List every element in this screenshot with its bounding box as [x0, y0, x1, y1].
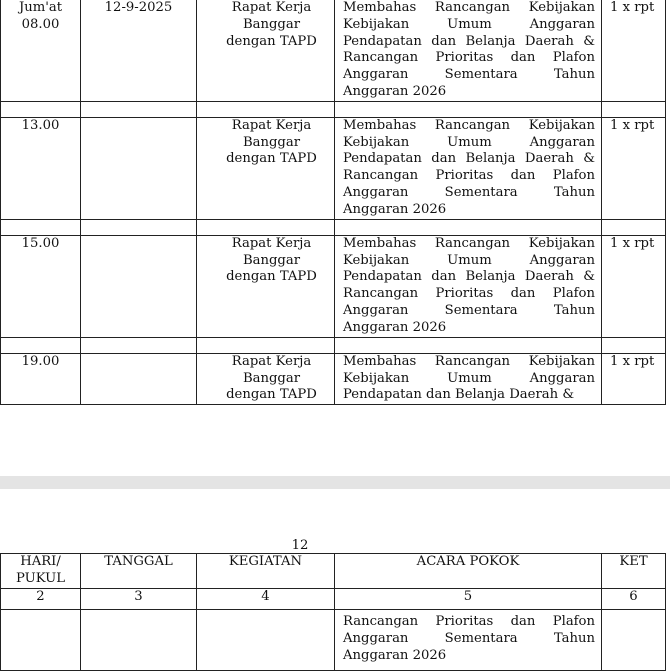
table-row	[1, 117, 666, 219]
tanggal-cell	[81, 117, 197, 219]
table-row	[1, 353, 666, 404]
kegiatan-cell	[197, 610, 335, 671]
hari-pukul-cell: Jum'at 08.00	[1, 0, 81, 101]
hari-pukul-cell	[1, 610, 81, 671]
ket-cell	[602, 610, 666, 671]
hari-pukul-cell: 13.00	[1, 117, 81, 219]
ket-cell: 1 x rpt	[602, 117, 666, 219]
acara-pokok-cell: Rancangan Prioritas dan Plafon Anggaran Sementara Tahun Anggaran 2026	[335, 610, 602, 671]
schedule-table-bottom	[0, 553, 666, 671]
header-ket: KET	[602, 554, 666, 589]
header-acara-pokok: ACARA POKOK	[335, 554, 602, 589]
kegiatan-cell: Rapat Kerja Banggar dengan TAPD	[197, 235, 335, 337]
page-bottom	[0, 489, 670, 664]
acara-pokok-cell: Membahas Rancangan Kebijakan Kebijakan Umum Anggaran Pendapatan dan Belanja Daerah & Rancangan Prioritas dan Plafon Anggaran Sementara Tahun Anggaran 2026	[335, 117, 602, 219]
spacer-row	[1, 101, 666, 117]
ket-cell: 1 x rpt	[602, 235, 666, 337]
column-number: 5	[335, 589, 602, 610]
column-number: 6	[602, 589, 666, 610]
ket-cell: 1 x rpt	[602, 0, 666, 101]
tanggal-cell: 12-9-2025	[81, 0, 197, 101]
column-number-row	[1, 589, 666, 610]
acara-pokok-cell: Membahas Rancangan Kebijakan Kebijakan Umum Anggaran Pendapatan dan Belanja Daerah & Rancangan Prioritas dan Plafon Anggaran Sementara Tahun Anggaran 2026	[335, 235, 602, 337]
header-row	[1, 554, 666, 589]
page-number: 12	[291, 538, 309, 553]
ket-cell: 1 x rpt	[602, 353, 666, 404]
page-separator	[0, 476, 670, 489]
hari-pukul-cell: 19.00	[1, 353, 81, 404]
tanggal-cell	[81, 353, 197, 404]
column-number: 3	[81, 589, 197, 610]
header-hari-pukul: HARI/ PUKUL	[1, 554, 81, 589]
spacer-row	[1, 219, 666, 235]
header-tanggal: TANGGAL	[81, 554, 197, 589]
kegiatan-cell: Rapat Kerja Banggar dengan TAPD	[197, 353, 335, 404]
table-row	[1, 235, 666, 337]
kegiatan-cell: Rapat Kerja Banggar dengan TAPD	[197, 117, 335, 219]
kegiatan-cell: Rapat Kerja Banggar dengan TAPD	[197, 0, 335, 101]
column-number: 2	[1, 589, 81, 610]
column-number: 4	[197, 589, 335, 610]
tanggal-cell	[81, 235, 197, 337]
table-row	[1, 610, 666, 671]
acara-pokok-cell: Membahas Rancangan Kebijakan Kebijakan Umum Anggaran Pendapatan dan Belanja Daerah & Rancangan Prioritas dan Plafon Anggaran Sementara Tahun Anggaran 2026	[335, 0, 602, 101]
table-row	[1, 0, 666, 101]
spacer-row	[1, 337, 666, 353]
hari-pukul-cell: 15.00	[1, 235, 81, 337]
tanggal-cell	[81, 610, 197, 671]
header-kegiatan: KEGIATAN	[197, 554, 335, 589]
acara-pokok-cell: Membahas Rancangan Kebijakan Kebijakan Umum Anggaran Pendapatan dan Belanja Daerah &	[335, 353, 602, 404]
